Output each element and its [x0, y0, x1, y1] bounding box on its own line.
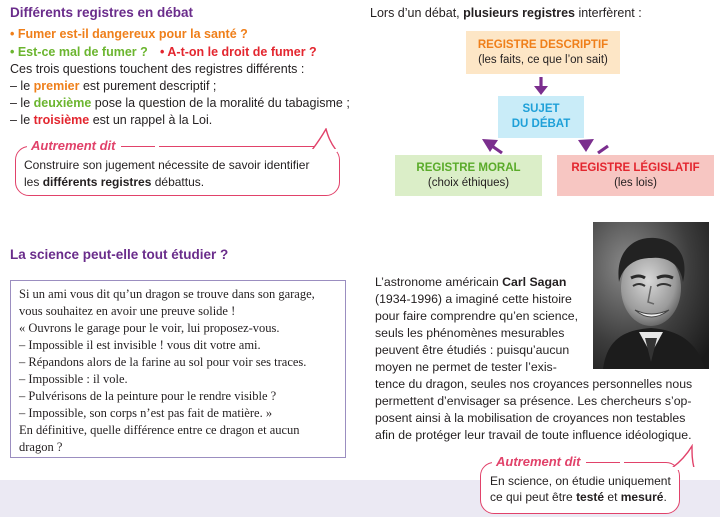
diagram-intro-text: interfèrent : — [574, 6, 642, 20]
sagan-text: L’astronome américain — [375, 275, 503, 289]
carl-sagan-name: Carl Sagan — [502, 275, 567, 289]
bubble1-line2 — [24, 174, 204, 191]
arrow-moral-line — [492, 146, 502, 153]
registre-descriptif-subtitle: (les faits, ce que l’on sait) — [478, 53, 608, 66]
quote-line: – Impossible il est invisible ! vous dit votre ami. — [19, 338, 261, 352]
bubble-text: et — [604, 490, 621, 504]
quote-line: – Pulvérisons de la peinture pour le rendre visible ? — [19, 389, 277, 403]
keyword-troisieme: troisième — [33, 113, 90, 127]
list-item-premier — [10, 78, 216, 95]
registre-descriptif-title: REGISTRE DESCRIPTIF — [477, 38, 609, 51]
list-item-troisieme — [10, 112, 212, 129]
sagan-line: afin de protéger leur travail de toute influence idéologique. — [375, 428, 692, 442]
bubble2-line1: En science, on étudie uniquement — [490, 474, 671, 488]
list-prefix: – le — [10, 96, 34, 110]
section-title-registres: Différents registres en débat — [10, 5, 194, 20]
bubble1-line1: Construire son jugement nécessite de savoir identifier — [24, 158, 310, 172]
question-sante: • Fumer est-il dangereux pour la santé ? — [10, 27, 248, 41]
question-droit: • A-t-on le droit de fumer ? — [160, 45, 317, 59]
bubble-text: débattus. — [151, 175, 205, 189]
bubble-text: les — [24, 175, 43, 189]
arrow-down-head-icon — [534, 86, 548, 95]
sujet-title-line2: DU DÉBAT — [511, 118, 571, 130]
sagan-line: posent ainsi à la mobilisation de croyances non testables — [375, 411, 686, 425]
sagan-line: seuls les phénomènes mesurables — [375, 326, 565, 340]
sagan-line: moyen ne permet de tester l’exis- — [375, 360, 557, 374]
quote-line: – Impossible, son corps n’est pas fait de matière. » — [19, 406, 273, 420]
keyword-plusieurs-registres: plusieurs registres — [463, 6, 575, 20]
registre-legislatif-subtitle: (les lois) — [614, 176, 657, 189]
list-text: est purement descriptif ; — [79, 79, 217, 93]
bubble2-line2 — [490, 489, 667, 506]
autrement-dit-label-1: Autrement dit — [27, 138, 159, 153]
quote-line: dragon ? — [19, 440, 63, 454]
sagan-line: peuvent être étudiés : puisqu’aucun — [375, 343, 570, 357]
sagan-line: tence du dragon, seules nos croyances personnelles nous — [375, 377, 693, 391]
keyword-mesure: mesuré — [620, 490, 664, 504]
sujet-title-line1: SUJET — [522, 103, 560, 115]
keyword-deuxieme: deuxième — [33, 96, 92, 110]
list-text: pose la question de la moralité du tabagisme ; — [91, 96, 350, 110]
section-title-science: La science peut-elle tout étudier ? — [10, 247, 229, 262]
sagan-line: permettent d’envisager sa présence. Les chercheurs s’op- — [375, 394, 692, 408]
speech-tail-icon — [306, 128, 340, 152]
quote-line: « Ouvrons le garage pour le voir, lui proposez-vous. — [19, 321, 280, 335]
registre-moral-title: REGISTRE MORAL — [416, 161, 521, 174]
list-prefix: – le — [10, 79, 34, 93]
speech-tail-icon — [670, 444, 704, 470]
registre-legislatif-box — [557, 155, 714, 196]
question-morale: • Est-ce mal de fumer ? — [10, 45, 148, 59]
sagan-line: (1934-1996) a imaginé cette histoire — [375, 292, 572, 306]
registre-descriptif-box — [466, 31, 620, 74]
bubble-text: ce qui peut être — [490, 490, 577, 504]
intro-text: Ces trois questions touchent des registres différents : — [10, 62, 305, 76]
registre-legislatif-title: REGISTRE LÉGISLATIF — [571, 161, 700, 174]
registre-moral-subtitle: (choix éthiques) — [427, 176, 510, 189]
arrow-leg-head-icon — [578, 139, 594, 152]
sagan-line-1 — [375, 274, 566, 291]
diagram-arrows — [470, 74, 620, 158]
quote-line: En définitive, quelle différence entre ce dragon et aucun — [19, 423, 300, 437]
arrow-leg-line — [598, 146, 608, 153]
autrement-dit-label-2: Autrement dit — [492, 454, 624, 469]
bubble-text: . — [663, 490, 667, 504]
keyword-teste: testé — [576, 490, 605, 504]
list-text: est un rappel à la Loi. — [89, 113, 213, 127]
list-prefix: – le — [10, 113, 34, 127]
diagram-intro — [370, 5, 642, 22]
registre-moral-box — [395, 155, 542, 196]
list-item-deuxieme — [10, 95, 350, 112]
diagram-intro-text: Lors d’un débat, — [370, 6, 464, 20]
keyword-premier: premier — [33, 79, 80, 93]
quote-line: vous souhaitez en avoir une preuve solide ! — [19, 304, 236, 318]
carl-sagan-photo — [593, 222, 709, 369]
dragon-quote-box — [10, 280, 346, 458]
quote-line: – Impossible : il vole. — [19, 372, 128, 386]
sagan-line: pour faire comprendre qu’en science, — [375, 309, 579, 323]
quote-line: Si un ami vous dit qu’un dragon se trouve dans son garage, — [19, 287, 315, 301]
keyword-differents-registres: différents registres — [42, 175, 152, 189]
quote-line: – Répandons alors de la farine au sol pour voir ses traces. — [19, 355, 307, 369]
